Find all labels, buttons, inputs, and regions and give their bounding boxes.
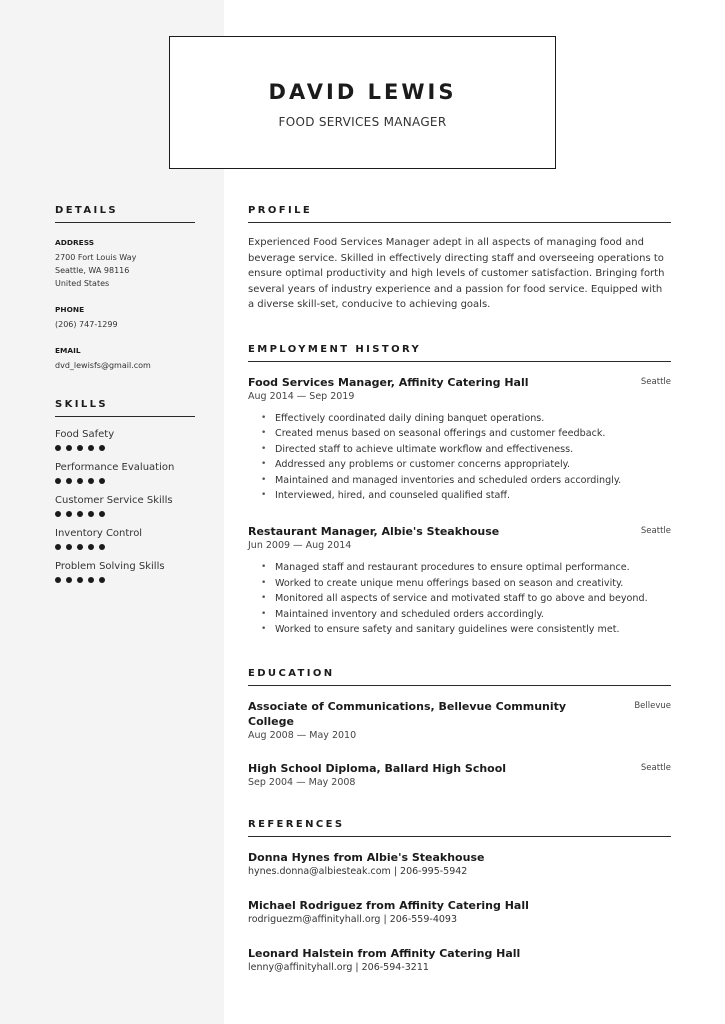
skill-name: Problem Solving Skills	[55, 561, 165, 572]
phone-value: (206) 747-1299	[55, 320, 118, 329]
reference-contact: hynes.donna@albiesteak.com | 206-995-5942	[248, 866, 468, 878]
candidate-name: DAVID LEWIS	[268, 80, 457, 104]
reference-contact: lenny@affinityhall.org | 206-594-3211	[248, 962, 429, 974]
education-header	[248, 699, 671, 729]
education-entry	[248, 761, 671, 788]
skill-dot	[77, 577, 83, 583]
skill-dot	[99, 445, 105, 451]
name-header-box	[169, 36, 556, 169]
skill-item	[55, 561, 195, 584]
education-city: Seattle	[640, 763, 671, 774]
job-dates: Jun 2009 — Aug 2014	[248, 540, 352, 552]
job-city: Seattle	[640, 526, 671, 537]
skill-level-dots	[55, 478, 195, 485]
reference-contact: rodriguezm@affinityhall.org | 206-559-4093	[248, 914, 457, 926]
employment-heading: EMPLOYMENT HISTORY	[248, 344, 671, 362]
address-line: Seattle, WA 98116	[55, 266, 130, 275]
job-bullet: • Worked to create unique menu offerings based on season and creativity.	[248, 576, 671, 591]
skill-dot	[77, 478, 83, 484]
reference-entry	[248, 946, 671, 973]
skill-dot	[66, 478, 72, 484]
skill-dot	[99, 511, 105, 517]
address-line: United States	[55, 279, 110, 288]
skill-dot	[55, 544, 61, 550]
education-heading: EDUCATION	[248, 668, 671, 686]
skill-level-dots	[55, 445, 195, 452]
job-bullets	[248, 560, 671, 637]
reference-name: Michael Rodriguez from Affinity Catering Hall	[248, 899, 529, 913]
job-bullet: • Created menus based on seasonal offerings and customer feedback.	[248, 426, 671, 441]
skill-dot	[77, 511, 83, 517]
profile-text: Experienced Food Services Manager adept in all aspects of managing food and beverage service. Skilled in effectively directing staff and overseeing operations to ensure optimal productivity and high levels of customer satisfaction. Bringing forth several years of industry experience and a passion for food service. Equipped with a diverse skill-set, conducive to achieving goals.	[248, 237, 665, 311]
reference-name: Leonard Halstein from Affinity Catering Hall	[248, 947, 521, 961]
job-title: Food Services Manager, Affinity Catering Hall	[248, 375, 529, 389]
skill-name: Inventory Control	[55, 528, 143, 539]
email-value: dvd_lewisfs@gmail.com	[55, 361, 151, 370]
skill-dot	[88, 577, 94, 583]
job-title: Restaurant Manager, Albie's Steakhouse	[248, 525, 500, 539]
references-heading: REFERENCES	[248, 819, 671, 837]
education-header	[248, 761, 671, 776]
skill-dot	[55, 577, 61, 583]
skill-dot	[88, 478, 94, 484]
phone-label: PHONE	[55, 305, 85, 314]
job-header	[248, 524, 671, 539]
reference-entry	[248, 850, 671, 877]
education-title: Associate of Communications, Bellevue Community College	[248, 700, 567, 729]
skill-dot	[77, 544, 83, 550]
education-entry	[248, 699, 671, 741]
skill-dot	[99, 577, 105, 583]
skill-dot	[99, 478, 105, 484]
skill-dot	[66, 577, 72, 583]
education-dates: Aug 2008 — May 2010	[248, 730, 357, 742]
reference-entry	[248, 898, 671, 925]
skill-dot	[66, 445, 72, 451]
address-label: ADDRESS	[55, 238, 95, 247]
job-dates: Aug 2014 — Sep 2019	[248, 390, 355, 402]
skill-name: Food Safety	[55, 429, 115, 440]
skill-item	[55, 462, 195, 485]
education-list	[248, 699, 671, 788]
skill-level-dots	[55, 544, 195, 551]
skill-item	[55, 528, 195, 551]
email-block	[55, 346, 195, 372]
skill-dot	[99, 544, 105, 550]
address-block	[55, 238, 195, 290]
email-label: EMAIL	[55, 346, 81, 355]
job-bullet: • Maintained and managed inventories and scheduled orders accordingly.	[248, 473, 671, 488]
skill-item	[55, 495, 195, 518]
job-city: Seattle	[640, 376, 671, 387]
skill-level-dots	[55, 577, 195, 584]
job-bullet: • Interviewed, hired, and counseled qualified staff.	[248, 488, 671, 503]
education-dates: Sep 2004 — May 2008	[248, 777, 356, 789]
job-entry	[248, 524, 671, 637]
job-bullet: • Maintained inventory and scheduled orders accordingly.	[248, 607, 671, 622]
skill-dot	[66, 511, 72, 517]
job-bullet: • Worked to ensure safety and sanitary guidelines were consistently met.	[248, 622, 671, 637]
skill-level-dots	[55, 511, 195, 518]
job-header	[248, 375, 671, 390]
reference-name: Donna Hynes from Albie's Steakhouse	[248, 851, 485, 865]
main-content	[248, 205, 671, 973]
skill-dot	[55, 478, 61, 484]
skill-dot	[55, 511, 61, 517]
phone-block	[55, 305, 195, 331]
education-city: Bellevue	[634, 701, 671, 712]
skill-item	[55, 429, 195, 452]
skills-list	[55, 429, 195, 584]
details-heading: DETAILS	[55, 205, 195, 223]
skill-name: Customer Service Skills	[55, 495, 173, 506]
skill-dot	[88, 445, 94, 451]
job-bullet: • Addressed any problems or customer concerns appropriately.	[248, 457, 671, 472]
skill-dot	[66, 544, 72, 550]
skill-dot	[77, 445, 83, 451]
profile-heading: PROFILE	[248, 205, 671, 223]
skills-heading: SKILLS	[55, 399, 195, 417]
skill-dot	[88, 511, 94, 517]
employment-list	[248, 375, 671, 637]
skill-name: Performance Evaluation	[55, 462, 175, 473]
job-title: FOOD SERVICES MANAGER	[278, 115, 447, 129]
skill-dot	[88, 544, 94, 550]
job-entry	[248, 375, 671, 503]
sidebar	[55, 205, 195, 584]
references-list	[248, 850, 671, 973]
job-bullet: • Monitored all aspects of service and motivated staff to go above and beyond.	[248, 591, 671, 606]
job-bullet: • Directed staff to achieve ultimate workflow and effectiveness.	[248, 442, 671, 457]
address-line: 2700 Fort Louis Way	[55, 253, 137, 262]
education-title: High School Diploma, Ballard High School	[248, 762, 507, 776]
skill-dot	[55, 445, 61, 451]
job-bullet: • Managed staff and restaurant procedures to ensure optimal performance.	[248, 560, 671, 575]
job-bullet: • Effectively coordinated daily dining banquet operations.	[248, 411, 671, 426]
job-bullets	[248, 411, 671, 503]
